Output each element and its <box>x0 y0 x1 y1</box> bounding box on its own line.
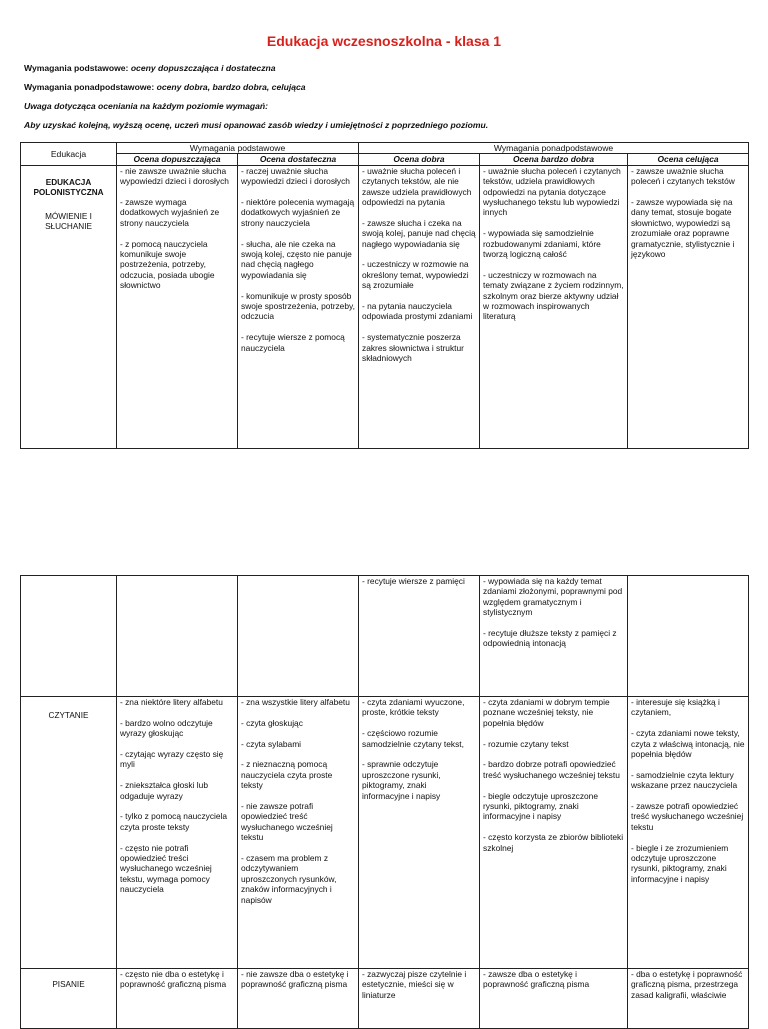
intro-note-text: Aby uzyskać kolejną, wyższą ocenę, uczeń musi opanować zasób wiedzy i umiejętności z poprzedniego poziomu. <box>24 120 489 131</box>
cell-item: - czyta zdaniami nowe teksty, czyta z właściwą intonacją, nie popełnia błędów <box>631 728 745 760</box>
area-writing-name: PISANIE <box>52 980 85 989</box>
cell-item: - słucha, ale nie czeka na swoją kolej, często nie panuje nad chęcią nagłego wypowiadania się <box>241 238 352 280</box>
intro-basic-value: oceny dopuszczająca i dostateczna <box>130 63 276 73</box>
cell-item: - recytuje wiersze z pomocą nauczyciela <box>241 332 345 353</box>
cell-item: - komunikuje w prosty sposób swoje spostrzeżenia, potrzeby, odczucia <box>241 290 355 322</box>
cell-item: - zawsze dba o estetykę i poprawność graficzną pisma <box>483 969 590 990</box>
area-polonistic <box>21 165 117 448</box>
cell-item: - biegle odczytuje uproszczone rysunki, piktogramy, znaki informacyjne i napisy <box>483 790 598 822</box>
cell-item: - zniekształca głoski lub odgaduje wyrazy <box>120 780 208 801</box>
cell-item: - czytając wyrazy często się myli <box>120 749 224 770</box>
intro-basic-requirements <box>24 64 744 73</box>
cell-item: - recytuje dłuższe teksty z pamięci z odpowiednią intonacją <box>483 628 617 649</box>
cell-writing-grade-5 <box>628 969 749 1029</box>
cell-item: - na pytania nauczyciela odpowiada prostymi zdaniami <box>362 301 473 322</box>
cell-reading-grade-3 <box>359 697 480 969</box>
cell-item: - niektóre polecenia wymagają dodatkowych wyjaśnień ze strony nauczyciela <box>241 197 355 228</box>
cell-item: - często nie potrafi opowiedzieć treści wysłuchanego wcześniej tekstu, wymaga pomocy nauczyciela <box>120 842 212 895</box>
cell-writing-grade-3 <box>359 969 480 1029</box>
header-area: Edukacja <box>21 143 117 166</box>
requirements-table-page2 <box>20 575 749 1029</box>
cell-reading-grade-2 <box>238 697 359 969</box>
header-grade-2: Ocena dostateczna <box>238 154 359 165</box>
area-reading-name: CZYTANIE <box>48 711 89 720</box>
intro-basic-label: Wymagania podstawowe: <box>24 63 129 73</box>
cell-reading-grade-5 <box>628 697 749 969</box>
cell-item: - z pomocą nauczyciela komunikuje swoje postrzeżenia, potrzeby, odczucia, posiada ubogie słownictwo <box>120 238 215 291</box>
header-grade-5: Ocena celująca <box>628 154 749 165</box>
cell-item: - dba o estetykę i poprawność graficzną pisma, przestrzega zasad kaligrafii, właściwie <box>631 969 743 1000</box>
header-basic-requirements: Wymagania podstawowe <box>117 143 359 154</box>
cell-item: - często nie dba o estetykę i poprawność graficzną pisma <box>120 969 227 990</box>
cell-item: - czyta głoskując <box>241 717 303 728</box>
cell-writing-grade-4 <box>480 969 628 1029</box>
area-continued <box>21 576 117 697</box>
intro-section <box>24 64 744 140</box>
cell-writing-grade-2 <box>238 969 359 1029</box>
intro-advanced-value: oceny dobra, bardzo dobra, celująca <box>156 82 306 93</box>
cell-item: - zawsze uważnie słucha poleceń i czytanych tekstów <box>631 165 735 187</box>
cell-item: - czasem ma problem z odczytywaniem uproszczonych rysunków, znaków informacyjnych i napisów <box>241 853 337 905</box>
cell-polonistic-grade-2 <box>238 165 359 448</box>
cell-continued-grade-2 <box>238 576 359 697</box>
cell-item: - czyta sylabami <box>241 738 302 749</box>
cell-continued-grade-1 <box>117 576 238 697</box>
cell-item: - często korzysta ze zbiorów biblioteki szkolnej <box>483 832 624 853</box>
intro-advanced-requirements <box>24 83 744 92</box>
intro-note-heading: Uwaga dotycząca oceniania na każdym poziomie wymagań: <box>24 101 269 112</box>
cell-item: - raczej uważnie słucha wypowiedzi dzieci i dorosłych <box>241 165 350 187</box>
cell-continued-grade-5 <box>628 576 749 697</box>
cell-item: - zna niektóre litery alfabetu <box>120 697 223 707</box>
area-polonistic-name: EDUKACJA POLONISTYCZNA <box>33 177 104 198</box>
header-advanced-requirements: Wymagania ponadpodstawowe <box>359 143 749 154</box>
cell-writing-grade-1 <box>117 969 238 1029</box>
cell-item: - zazwyczaj pisze czytelnie i estetycznie, mieści się w liniaturze <box>362 969 467 1000</box>
cell-item: - uczestniczy w rozmowach na tematy związane z życiem rodzinnym, szkolnym oraz bierze aktywny udział w rozmowach inspirowanych literaturą <box>483 269 624 322</box>
cell-continued-grade-4 <box>480 576 628 697</box>
cell-item: - tylko z pomocą nauczyciela czyta proste teksty <box>120 811 228 832</box>
cell-item: - czyta zdaniami w dobrym tempie poznane wcześniej teksty, nie popełnia błędów <box>483 697 610 728</box>
cell-item: - bardzo dobrze potrafi opowiedzieć treść wysłuchanego wcześniej tekstu <box>483 759 620 780</box>
intro-advanced-label: Wymagania ponadpodstawowe: <box>24 82 155 93</box>
cell-item: - systematycznie poszerza zakres słownictwa i struktur składniowych <box>362 332 464 364</box>
cell-item: - zawsze wypowiada się na dany temat, stosuje bogate słownictwo, wypowiedzi są zrozumiałe oraz poprawne gramatycznie, stylistycznie i językowo <box>631 197 735 260</box>
cell-polonistic-grade-5 <box>628 165 749 448</box>
cell-item: - z nieznaczną pomocą nauczyciela czyta proste teksty <box>241 759 333 791</box>
cell-continued-grade-3 <box>359 576 480 697</box>
header-grade-1: Ocena dopuszczająca <box>117 154 238 165</box>
cell-item: - biegle i ze zrozumieniem odczytuje uproszczone rysunki, piktogramy, znaki informacyjne i napisy <box>631 842 729 884</box>
area-writing <box>21 969 117 1029</box>
cell-item: - recytuje wiersze z pamięci <box>362 576 465 586</box>
cell-item: - zna wszystkie litery alfabetu <box>241 697 350 707</box>
cell-item: - nie zawsze potrafi opowiedzieć treść wysłuchanego wcześniej tekstu <box>241 801 333 843</box>
cell-polonistic-grade-1 <box>117 165 238 448</box>
requirements-table-page1 <box>20 142 749 449</box>
cell-item: - uważnie słucha poleceń i czytanych tekstów, udziela prawidłowych odpowiedzi na pytania dotyczące wysłuchanego tekstu lub wypowiedzi innych <box>483 165 621 218</box>
cell-polonistic-grade-4 <box>480 165 628 448</box>
cell-polonistic-grade-3 <box>359 165 480 448</box>
area-reading <box>21 697 117 969</box>
cell-item: - uczestniczy w rozmowie na określony temat, wypowiedzi są zrozumiałe <box>362 259 469 291</box>
cell-item: - wypowiada się samodzielnie rozbudowanymi zdaniami, które tworzą logiczną całość <box>483 228 601 260</box>
cell-item: - uważnie słucha poleceń i czytanych tekstów, ale nie zawsze udziela prawidłowych odpowiedzi na pytania <box>362 165 472 208</box>
cell-item: - nie zawsze dba o estetykę i poprawność graficzną pisma <box>241 969 349 990</box>
cell-item: - wypowiada się na każdy temat zdaniami złożonymi, poprawnymi pod względem gramatycznym i stylistycznym <box>483 576 623 618</box>
cell-item: - zawsze potrafi opowiedzieć treść wysłuchanego wcześniej tekstu <box>631 801 744 832</box>
document-title: Edukacja wczesnoszkolna - klasa 1 <box>266 33 502 49</box>
cell-item: - rozumie czytany tekst <box>483 738 569 749</box>
cell-item: - zawsze wymaga dodatkowych wyjaśnień ze strony nauczyciela <box>120 197 220 228</box>
header-grade-4: Ocena bardzo dobra <box>480 154 628 165</box>
cell-item: - samodzielnie czyta lektury wskazane przez nauczyciela <box>631 769 738 791</box>
cell-item: - częściowo rozumie samodzielnie czytany tekst, <box>362 728 464 749</box>
cell-item: - interesuje się książką i czytaniem, <box>631 697 720 718</box>
cell-item: - nie zawsze uważnie słucha wypowiedzi dzieci i dorosłych <box>120 165 229 187</box>
cell-reading-grade-4 <box>480 697 628 969</box>
cell-item: - sprawnie odczytuje uproszczone rysunki, piktogramy, znaki informacyjne i napisy <box>362 759 441 801</box>
cell-item: - zawsze słucha i czeka na swoją kolej, panuje nad chęcią nagłego wypowiadania się <box>362 217 476 249</box>
header-grade-3: Ocena dobra <box>359 154 480 165</box>
cell-reading-grade-1 <box>117 697 238 969</box>
area-polonistic-subarea: MÓWIENIE I SŁUCHANIE <box>45 211 92 232</box>
cell-item: - czyta zdaniami wyuczone, proste, krótkie teksty <box>362 697 465 718</box>
cell-item: - bardzo wolno odczytuje wyrazy głoskując <box>120 717 213 739</box>
